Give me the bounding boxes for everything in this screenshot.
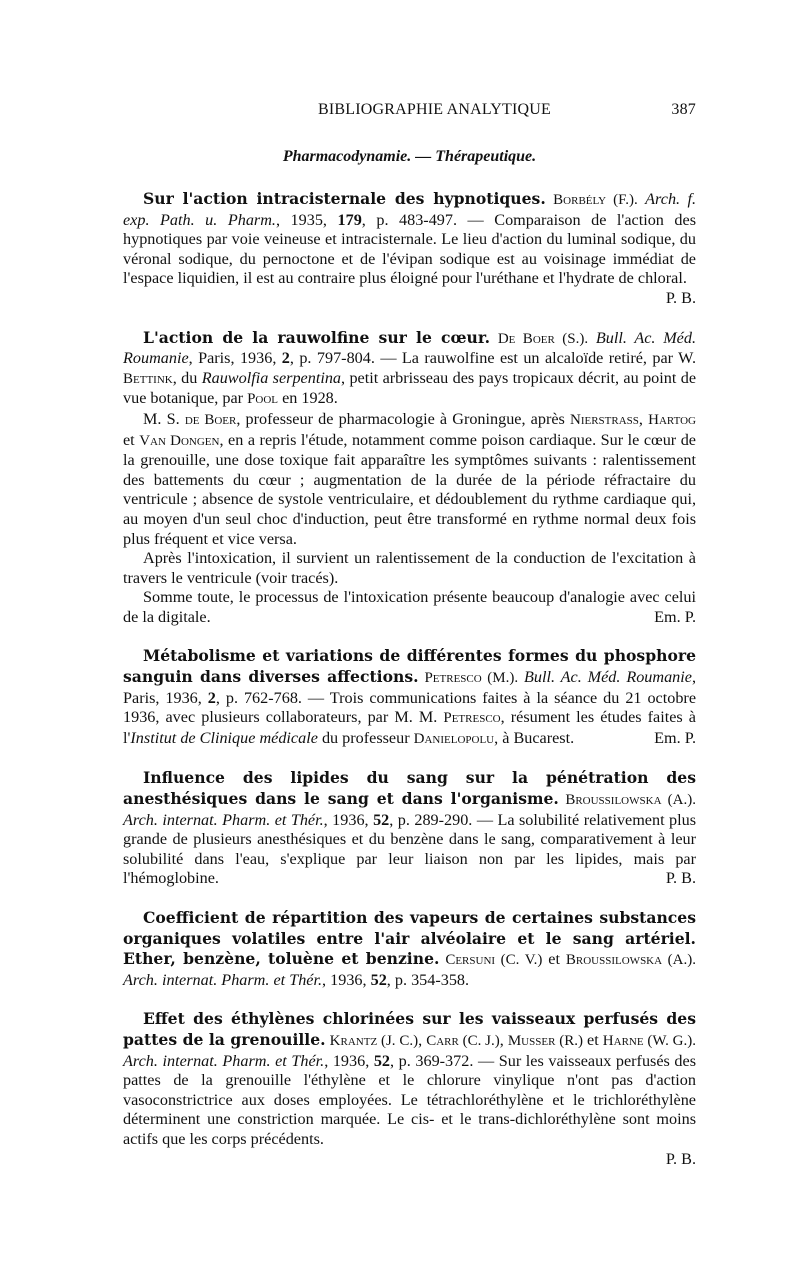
person-name: Danielopolu [413,730,495,747]
entry-citation: , 1936, [322,970,371,989]
entry-body: — Trois communications faites à la séance du 21 octobre 1936, avec plusieurs collaborateurs, par M. M. [123,688,697,727]
entry-journal: Arch. internat. Pharm. et Thér. [123,1051,325,1070]
entry-paragraph [123,908,696,990]
entry-paragraph [123,646,696,749]
entry-paragraph [123,1009,696,1149]
article-list [123,189,696,1188]
entry-body: , à Bucarest. [494,728,575,747]
entry-title: Métabolisme et variations de différentes formes du phosphore sanguin dans diverses affections. [123,646,696,687]
entry-body: — La solubilité relativement plus grande de plusieurs anesthésiques et du benzène dans le sang, comparativement à leur solubilité dans l'eau, s'explique par leur liaison non par les lipides, mais par l'hémoglobine. [123,810,697,888]
entry-signature: Em. P. [654,607,696,626]
entry-paragraph [123,768,696,889]
entry-paragraph [123,328,696,410]
entry-author: Musser (R.) [507,1032,583,1049]
author-separator: , [499,1030,508,1049]
entry-body: , du [172,368,202,387]
person-name: de Boer [184,411,237,428]
author-separator: et [542,950,566,969]
entry-pages: , p. 762-768. [215,688,302,707]
entry-title: Sur l'action intracisternale des hypnotiques. [143,189,546,208]
entry-pages: , p. 289-290. [389,810,473,829]
entry-pages: , p. 354-358. [386,970,470,989]
entry-paragraph [123,588,696,627]
entry-volume: 52 [370,970,387,989]
entry-author: De Boer (S.). [497,330,589,347]
entry-volume: 52 [373,1051,391,1070]
page-number: 387 [671,101,696,118]
entry-pages: , p. 483-497. [361,210,458,229]
abstract-entry [123,1009,696,1169]
person-name: Pool [247,391,279,408]
entry-volume: 2 [281,349,290,368]
species-name: Rauwolfia serpentina [201,368,342,387]
person-name: Van Dongen [139,432,220,449]
entry-pages: , p. 797-804. [289,349,375,368]
entry-paragraph [123,189,697,307]
entry-body: , petit arbrisseau des pays tropicaux décrit, au point de vue botanique, par [123,368,697,408]
entry-citation: , 1935, [275,210,338,229]
abstract-entry [123,768,696,889]
entry-citation: , 1936, [323,810,374,829]
entry-journal: Arch. internat. Pharm. et Thér. [123,970,323,989]
abstract-entry [123,189,696,309]
person-name: Bettink [123,370,173,387]
entry-volume: 2 [207,688,216,707]
entry-body: , résument les études faites à l' [123,708,696,747]
entry-body: en 1928. [278,389,338,408]
entry-author: Carr (C. J.) [426,1032,500,1049]
entry-volume: 179 [337,210,362,229]
abstract-entry [123,646,696,749]
entry-author: Petresco (M.). [424,670,519,687]
running-title: BIBLIOGRAPHIE ANALYTIQUE [318,101,551,118]
institute-name: Institut de Clinique médicale [130,728,318,747]
entry-journal: Arch. internat. Pharm. et Thér. [123,810,324,829]
entry-signature: P. B. [665,288,696,307]
entry-title: Influence des lipides du sang sur la pénétration des anesthésiques dans le sang et dans l'organisme. [123,768,696,809]
entry-body: , professeur de pharmacologie à Groningue, après [236,409,570,428]
entry-volume: 52 [373,810,390,829]
section-title: Pharmacodynamie. — Thérapeutique. [282,148,537,165]
entry-pages: , p. 369-372. [390,1051,474,1070]
entry-author: Krantz (J. C.) [329,1032,419,1049]
entry-body: — Sur les vaisseaux perfusés des pattes de la grenouille l'éthylène et le chlorure vinylique n'ont pas d'action vasoconstrictrice aux doses employées. Le tétrachloréthylène et le trichloréthylène déterminent une constriction marquée. Le cis- et le trans-dichloréthylène sont moins actifs que les corps précédents. [123,1051,696,1148]
entry-body: , en a repris l'étude, notamment comme poison cardiaque. Sur le cœur de la grenouille, une dose toxique fait apparaître les symptômes suivants : ralentissement des battements du cœur ; augmentation de la durée de la période réfractaire du ventricule ; absence de systole ventriculaire, et dédoublement du rythme cardiaque qui, au moyen d'un seul choc d'induction, peut être transformé en rythme normal deux fois plus fréquent et vice versa. [123,430,696,548]
entry-journal: Bull. Ac. Méd. Roumanie [524,668,692,687]
entry-body: Somme toute, le processus de l'intoxication présente beaucoup d'analogie avec celui de la digitale. [123,588,696,626]
author-separator: , [418,1030,427,1049]
entry-signature: P. B. [665,869,696,888]
entry-paragraph: Après l'intoxication, il survient un ralentissement de la conduction de l'excitation à travers le ventricule (voir tracés). [123,549,696,587]
entry-title: Coefficient de répartition des vapeurs de certaines substances organiques volatiles entre l'air alvéolaire et le sang artériel. Ether, benzène, toluène et benzine. [123,908,696,969]
entry-author: Harne (W. G.). [602,1032,696,1049]
abstract-entry [123,328,696,628]
entry-body: M. S. [143,409,185,428]
person-name: Nierstrass [570,411,639,428]
entry-author: Borbély (F.). [553,192,638,208]
abstract-entry [123,908,696,990]
author-separator: et [582,1030,603,1049]
entry-citation: , 1936, [324,1051,374,1070]
entry-journal: Bull. Ac. Méd. Roumanie [123,328,697,368]
entry-author: Cersuni (C. V.) [445,952,543,969]
entry-body: — La rauwolfine est un alcaloïde retiré, par W. [374,349,697,368]
person-name: Petresco [443,710,501,727]
entry-body: du professeur [317,728,414,747]
entry-signature: Em. P. [654,728,696,747]
entry-title: L'action de la rauwolfine sur le cœur. [143,327,491,347]
entry-author: Broussilowska (A.). [565,792,696,809]
running-header [123,101,696,123]
entry-citation: , Paris, 1936, [123,668,697,707]
entry-title: Effet des éthylènes chlorinées sur les vaisseaux perfusés des pattes de la grenouille. [123,1009,696,1049]
entry-body: et [123,430,140,449]
entry-paragraph [123,410,696,549]
entry-author: Broussilowska (A.). [565,952,696,969]
entry-journal: Arch. f. exp. Path. u. Pharm. [123,190,697,229]
entry-body: — Comparaison de l'action des hypnotiques par voie veineuse et intracisternale. Le lieu d'action du luminal sodique, du véronal sodique, du pernoctone et de l'évipan sodique est au voisinage immédiat de l'espace liquidien, il est au contraire plus éloigné pour l'uréthane et l'hydrate de chloral. [123,210,696,288]
entry-body: , [638,409,649,428]
entry-citation: , Paris, 1936, [188,349,282,368]
entry-signature: P. B. [665,1149,696,1168]
person-name: Hartog [648,411,696,428]
